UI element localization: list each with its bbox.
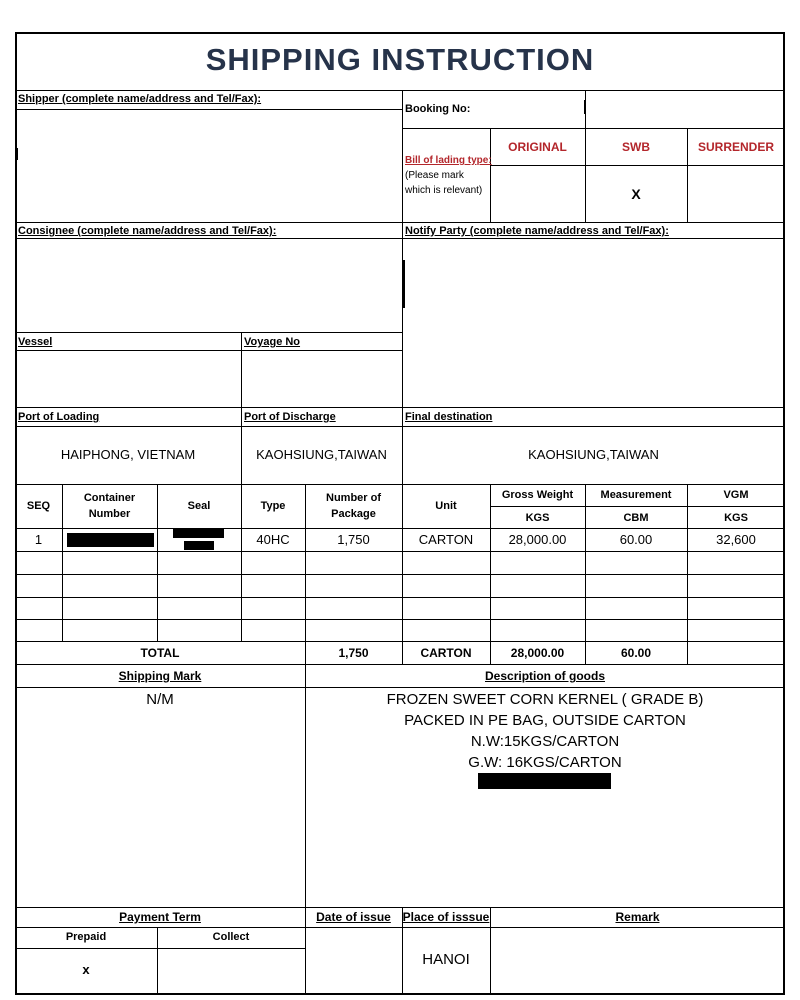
prepaid-mark: x [82,962,90,977]
rule [15,332,402,333]
total-label: TOTAL [140,646,180,660]
description-label: Description of goods [485,669,605,683]
col-packages-header-2: Package [331,508,376,520]
bl-note-line1: (Please mark [405,170,464,181]
port-of-loading-label: Port of Loading [18,411,100,423]
row1-seq: 1 [34,532,43,547]
col-packages-header-1: Number of [326,492,381,504]
rule [15,528,785,529]
rule [15,484,785,485]
rule [15,350,402,351]
collect-label: Collect [212,931,250,943]
col-seal-header: Seal [187,500,211,512]
seal-redaction-top [173,528,224,538]
total-gross-weight: 28,000.00 [510,646,565,660]
col-vgm-unit: KGS [724,512,748,524]
rule [15,90,785,91]
description-line: PACKED IN PE BAG, OUTSIDE CARTON [404,712,686,729]
col-unit-header: Unit [435,500,457,512]
total-measurement: 60.00 [620,646,652,660]
description-line: G.W: 16KGS/CARTON [468,754,622,771]
description-redaction [478,773,611,789]
place-of-issue-value: HANOI [422,951,470,968]
row1-type: 40HC [256,532,290,547]
col-container-header-2: Number [88,508,131,520]
port-of-discharge-label: Port of Discharge [244,411,336,423]
row1-packages: 1,750 [337,532,370,547]
rule [15,551,785,552]
rule [15,948,305,949]
rule [402,128,785,129]
cursor-mark [15,148,18,160]
rule [490,165,785,166]
notify-party-label: Notify Party (complete name/address and Tel/Fax): [405,225,669,237]
row1-unit: CARTON [418,532,474,547]
vessel-label: Vessel [18,336,53,348]
shipper-label: Shipper (complete name/address and Tel/Fax): [18,93,262,105]
rule [15,927,785,928]
rule [15,664,785,665]
shipping-mark-label: Shipping Mark [118,669,202,683]
date-of-issue-label: Date of issue [316,910,391,924]
col-measurement-unit: CBM [623,512,649,524]
rule [15,238,785,239]
bl-surrender-label: SURRENDER [697,140,774,154]
prepaid-label: Prepaid [65,931,107,943]
cursor-mark [584,100,586,114]
total-packages: 1,750 [338,646,369,660]
rule [15,109,402,110]
bl-swb-label: SWB [622,140,650,154]
cursor-mark [403,260,405,308]
bill-of-lading-label: Bill of lading type: [405,155,492,166]
rule [15,407,785,408]
place-of-issue-label: Place of isssue [402,910,490,924]
col-type-header: Type [260,500,286,512]
rule [15,222,785,223]
description-line: FROZEN SWEET CORN KERNEL ( GRADE B) [386,691,704,708]
rule [15,641,785,642]
document-title: SHIPPING INSTRUCTION [205,42,595,77]
total-unit: CARTON [420,646,472,660]
voyage-label: Voyage No [244,336,301,348]
booking-label: Booking No: [405,103,471,115]
col-container-header-1: Container [83,492,136,504]
rule [15,619,785,620]
rule [490,506,785,507]
rule [15,907,785,908]
port-of-loading-value: HAIPHONG, VIETNAM [60,447,196,462]
col-gross-weight-header: Gross Weight [501,489,574,501]
remark-label: Remark [615,910,660,924]
col-measurement-header: Measurement [600,489,672,501]
payment-term-label: Payment Term [119,910,201,924]
shipping-mark-value: N/M [146,691,174,708]
consignee-label: Consignee (complete name/address and Tel/Fax): [18,225,277,237]
container-number-redaction [67,533,154,547]
bl-note-line2: which is relevant) [405,185,483,196]
row1-gross-weight: 28,000.00 [508,532,567,547]
col-gross-weight-unit: KGS [525,512,550,524]
swb-checkbox-mark: X [631,186,641,202]
bl-original-label: ORIGINAL [508,140,567,154]
rule [15,597,785,598]
seal-redaction-bottom [184,541,214,550]
row1-measurement: 60.00 [619,532,653,547]
final-destination-label: Final destination [405,411,493,423]
col-vgm-header: VGM [723,489,749,501]
row1-vgm: 32,600 [716,532,756,547]
rule [15,687,785,688]
rule [15,574,785,575]
port-of-discharge-value: KAOHSIUNG,TAIWAN [256,447,387,462]
rule [15,426,785,427]
col-seq-header: SEQ [26,500,51,512]
final-destination-value: KAOHSIUNG,TAIWAN [528,447,659,462]
description-line: N.W:15KGS/CARTON [470,733,620,750]
